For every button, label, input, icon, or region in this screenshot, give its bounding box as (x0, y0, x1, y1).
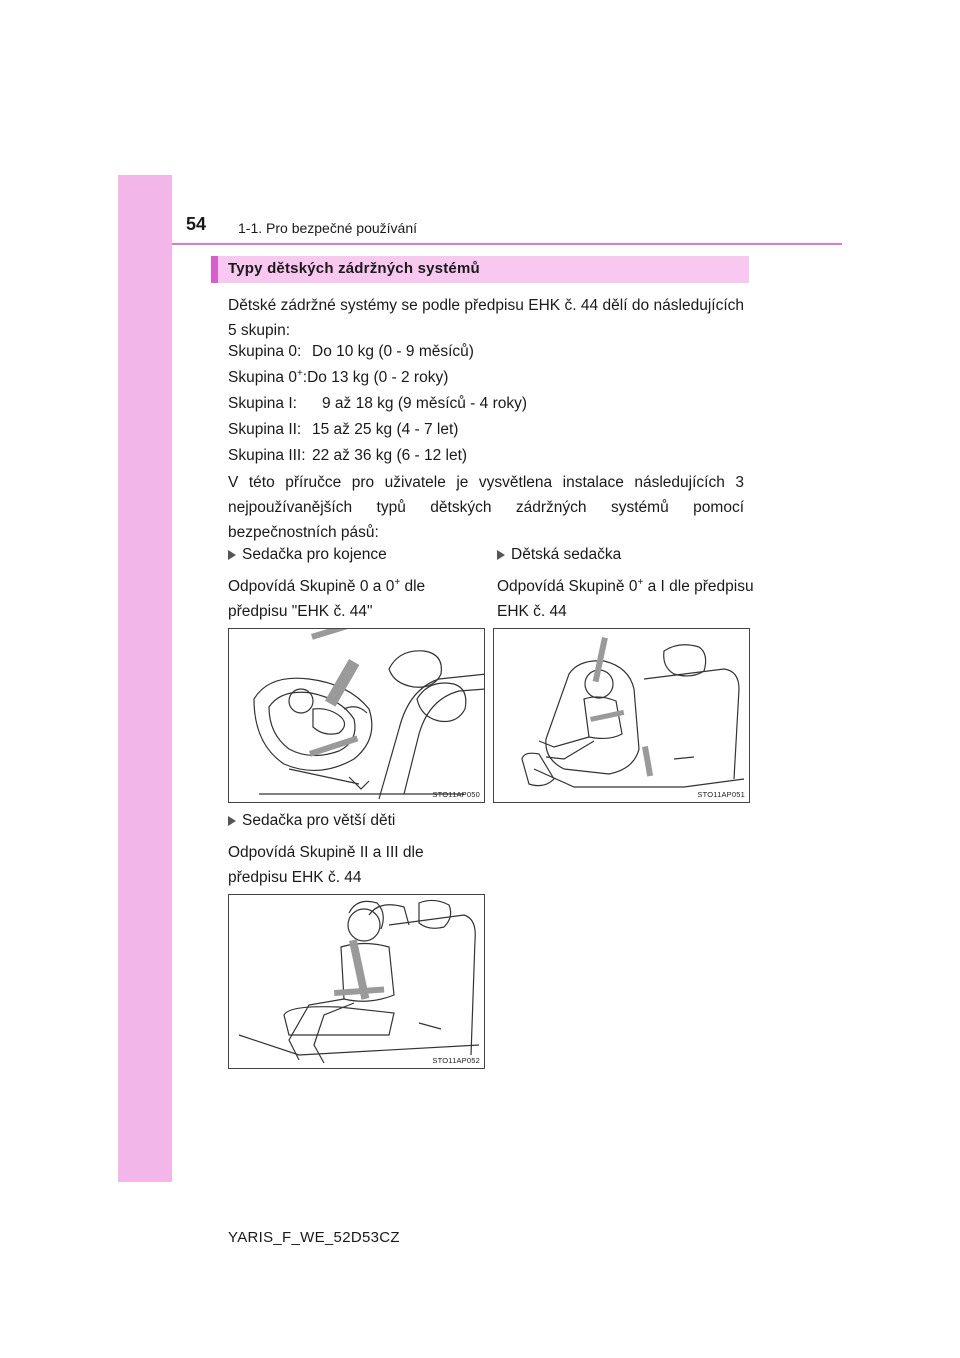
group-label: Skupina I: (228, 395, 297, 412)
chapter-title: 1-1. Pro bezpečné používání (238, 220, 418, 236)
group-row (228, 444, 467, 468)
infant-seat-illustration (229, 629, 485, 803)
bullet-arrow-icon (497, 550, 505, 560)
type-description: Odpovídá Skupině II a III dle předpisu EHK č. 44 (228, 844, 424, 886)
group-range: 15 až 25 kg (4 - 7 let) (312, 421, 459, 438)
explanation-paragraph: V této příručce pro uživatele je vysvětlena instalace následujících 3 nejpoužívanějších typů dětských zádržných systémů pomocí bezpečnostních pásů: (228, 474, 744, 541)
group-range: 9 až 18 kg (9 měsíců - 4 roky) (322, 395, 528, 412)
figure-code: STO11AP050 (432, 790, 480, 799)
header-divider (172, 243, 842, 245)
child-seat-illustration (494, 629, 750, 803)
type-title: Sedačka pro kojence (242, 546, 387, 563)
type-heading-child (497, 546, 621, 564)
figure-code: STO11AP051 (697, 790, 745, 799)
booster-seat-illustration (229, 895, 485, 1069)
type-description: Odpovídá Skupině 0 a 0+ dle předpisu "EHK č. 44" (228, 576, 426, 620)
document-code: YARIS_F_WE_52D53CZ (228, 1229, 400, 1246)
group-range: :Do 13 kg (0 - 2 roky) (302, 369, 449, 386)
figure-code: STO11AP052 (432, 1056, 480, 1065)
type-title: Dětská sedačka (511, 546, 622, 563)
intro-paragraph: Dětské zádržné systémy se podle předpisu EHK č. 44 dělí do následujících 5 skupin: (228, 297, 744, 339)
figure-infant-seat (228, 628, 485, 803)
page-number: 54 (186, 214, 207, 234)
group-range: Do 10 kg (0 - 9 měsíců) (312, 343, 474, 360)
group-label: Skupina 0 (228, 369, 297, 386)
figure-child-seat (493, 628, 750, 803)
group-label: Skupina 0: (228, 343, 302, 360)
group-range: 22 až 36 kg (6 - 12 let) (312, 447, 468, 464)
group-row (228, 366, 448, 390)
bullet-arrow-icon (228, 816, 236, 826)
chapter-sidebar-tab (118, 175, 172, 1182)
section-title: Typy dětských zádržných systémů (228, 260, 480, 277)
group-row (228, 340, 474, 364)
group-sup: + (296, 367, 303, 379)
group-row (228, 392, 527, 416)
type-heading-booster (228, 812, 395, 830)
group-label: Skupina III: (228, 447, 306, 464)
group-label: Skupina II: (228, 421, 302, 438)
type-title: Sedačka pro větší děti (242, 812, 396, 829)
type-heading-infant (228, 546, 387, 564)
bullet-arrow-icon (228, 550, 236, 560)
type-description: Odpovídá Skupině 0+ a I dle předpisu EHK č. 44 (497, 576, 754, 620)
section-heading-bar (211, 256, 749, 283)
group-row (228, 418, 458, 442)
figure-booster-seat (228, 894, 485, 1069)
